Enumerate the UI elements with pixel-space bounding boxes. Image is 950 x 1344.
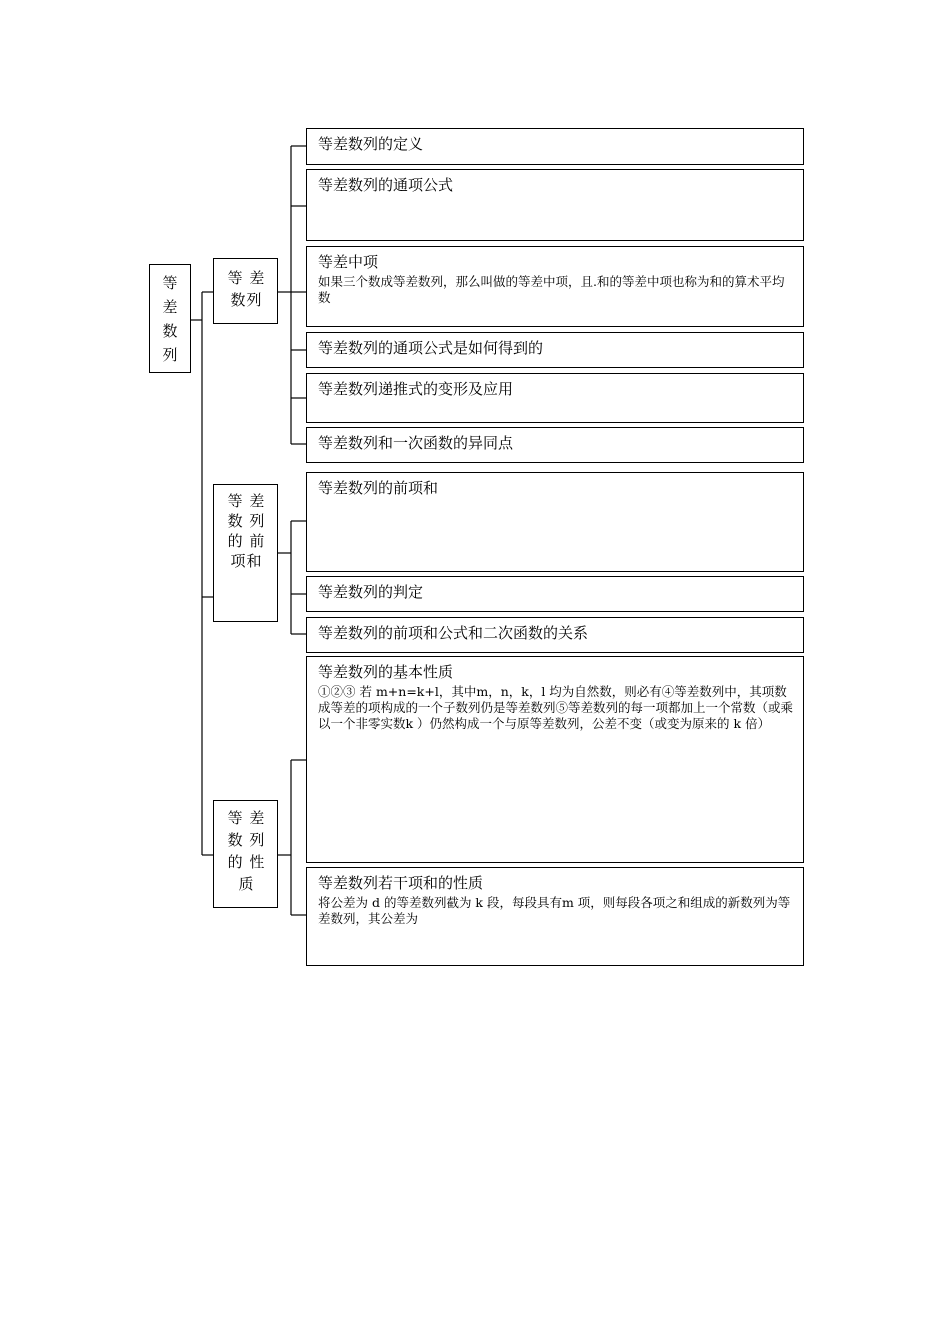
leaf-derivation [306,332,804,368]
leaf-basic-properties [306,656,804,863]
root-box [149,264,191,373]
leaf-title: 等差数列的通项公式是如何得到的 [318,339,544,357]
leaf-segment-sum-properties [306,867,804,966]
group-label: 等 差 数 列 的 前 项和 [227,492,266,570]
leaf-title: 等差数列的定义 [318,135,424,153]
leaf-title: 等差数列的前项和公式和二次函数的关系 [318,624,589,642]
leaf-title: 等差数列的基本性质 [318,663,454,681]
group-box-arithmetic-sequence [213,258,278,324]
group-label: 等 差 数 列 的 性 质 [227,809,266,893]
leaf-body: 如果三个数成等差数列，那么叫做的等差中项，且.和的等差中项也称为和的算术平均数 [318,274,785,305]
leaf-body: 将公差为 d 的等差数列截为 k 段，每段具有m 项，则每段各项之和组成的新数列为等差数列，其公差为 [318,895,791,926]
leaf-body: ①②③ 若 m+n=k+l，其中m，n，k，l 均为自然数，则必有④等差数列中，其项数成等差的项构成的一个子数列仍是等差数列⑤等差数列的每一项都加上一个常数（或乘以一个非零实数k ）仍然构成一个与原等差数列，公差不变（或变为原来的 k 倍） [318,684,794,731]
leaf-title: 等差数列的判定 [318,583,424,601]
leaf-title: 等差数列的前项和 [318,479,439,497]
root-char: 列 [162,346,178,364]
leaf-partial-sum [306,472,804,572]
root-char: 差 [162,298,178,316]
leaf-definition [306,128,804,165]
leaf-title: 等差数列递推式的变形及应用 [318,380,514,398]
root-char: 等 [162,274,178,292]
group-box-properties [213,800,278,908]
leaf-arithmetic-mean [306,246,804,327]
root-label [150,271,190,367]
group-label: 等 差 数列 [227,269,266,309]
leaf-title: 等差数列和一次函数的异同点 [318,434,514,452]
leaf-title: 等差中项 [318,253,379,271]
leaf-linear-function-comparison [306,427,804,463]
leaf-determination [306,576,804,612]
leaf-general-term-formula [306,169,804,241]
leaf-title: 等差数列若干项和的性质 [318,874,484,892]
leaf-quadratic-relation [306,617,804,653]
leaf-title: 等差数列的通项公式 [318,176,454,194]
root-char: 数 [162,322,178,340]
group-box-partial-sum [213,484,278,622]
leaf-recursion [306,373,804,423]
